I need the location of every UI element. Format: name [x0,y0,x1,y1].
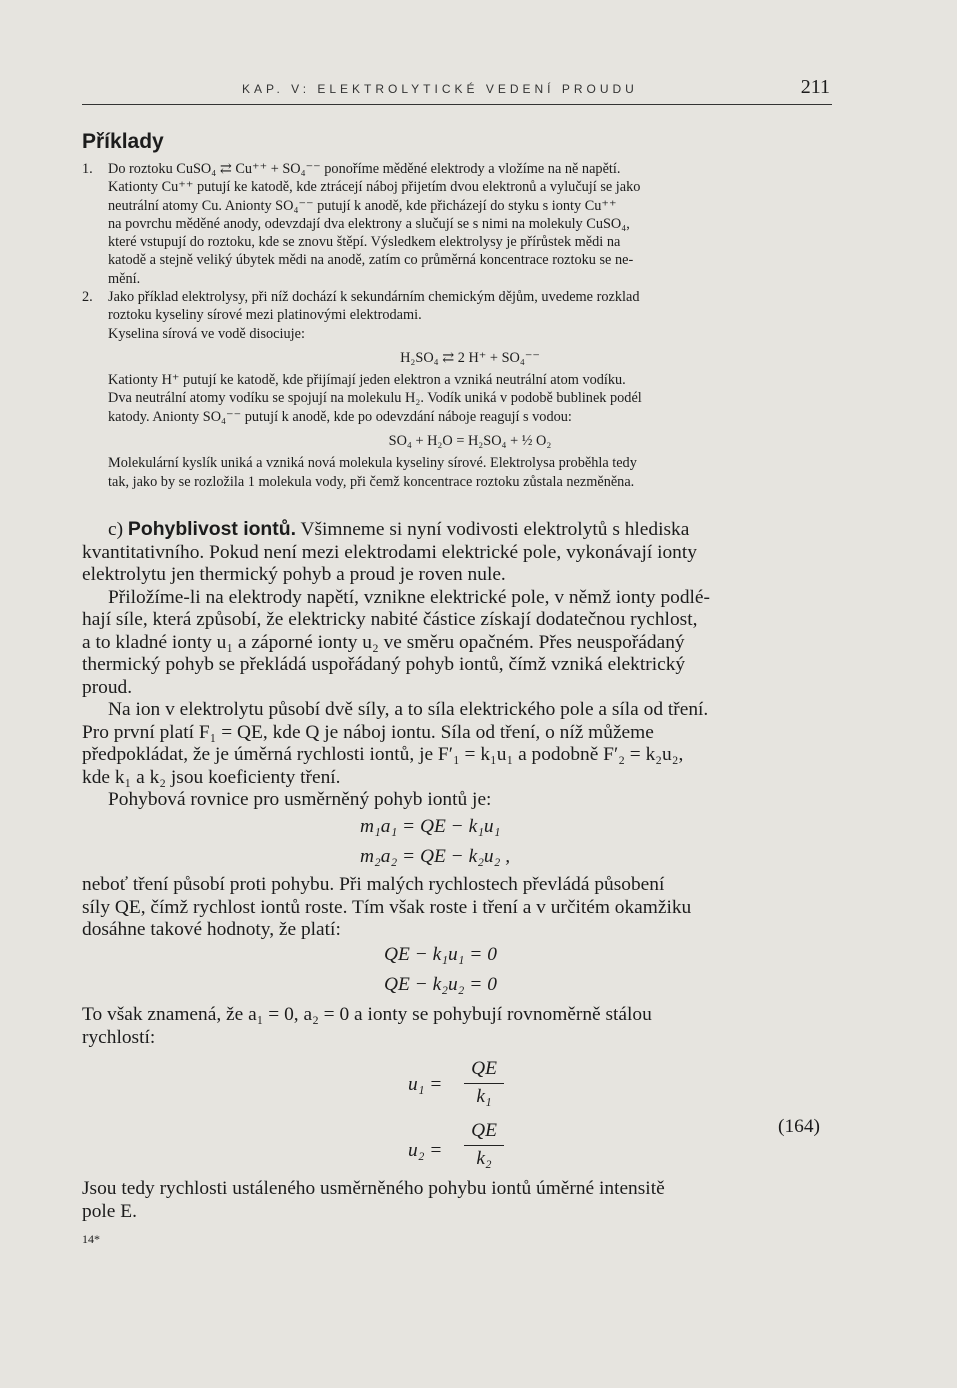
example-number: 2. [82,289,93,305]
signature-mark: 14* [82,1232,100,1246]
fraction-denominator: k₂ [476,1148,492,1169]
text-line: Kyselina sírová ve vodě disociuje: [108,325,305,342]
text-line: Dva neutrální atomy vodíku se spojují na molekulu H₂. Vodík uniká v podobě bublinek podél [108,390,642,407]
text-line: Kationty H⁺ putují ke katodě, kde přijímají jeden elektron a vzniká neutrální atom vodíku. [108,372,626,389]
text-line: Přiložíme-li na elektrody napětí, vznikne elektrické pole, v němž ionty podlé- [108,586,710,608]
equation-motion-2: m₂a₂ = QE − k₂u₂ , [360,846,511,867]
text-line: Kationty Cu⁺⁺ putují ke katodě, kde ztrácejí náboj přijetím dvou elektronů a vylučují se jako [108,179,641,196]
text-line: Molekulární kyslík uniká a vzniká nová molekula kyseliny sírové. Elektrolysa proběhla tedy [108,455,637,472]
text-line: Pro první platí F₁ = QE, kde Q je náboj iontu. Síla od tření, o níž můžeme [82,721,654,743]
equation-equilibrium-1: QE − k₁u₁ = 0 [384,944,497,965]
text-line: na povrchu měděné anody, odevzdají dva elektrony a slučují se s nimi na molekuly CuSO₄, [108,215,630,232]
text-line: katodě a stejně veliký úbytek mědi na anodě, zatím co průměrná koncentrace roztoku se ne- [108,252,634,269]
text-line: a to kladné ionty u₁ a záporné ionty u₂ ve směru opačném. Přes neuspořádaný [82,631,685,653]
text-line: elektrolytu jen thermický pohyb a proud je roven nule. [82,564,506,585]
text-line: dosáhne takové hodnoty, že platí: [82,919,341,940]
examples-heading: Příklady [82,130,164,153]
text-line: mění. [108,270,141,287]
text-line: předpokládat, že je úměrná rychlosti iontů, je F′₁ = k₁u₁ a podobně F′₂ = k₂u₂, [82,744,684,765]
fraction-lhs: u₁ = [408,1074,443,1095]
section-prefix: c) [108,519,128,540]
equation-motion-1: m₁a₁ = QE − k₁u₁ [360,816,501,837]
text-line: Pohybová rovnice pro usměrněný pohyb iontů je: [108,789,492,810]
text-line: roztoku kyseliny sírové mezi platinovými elektrodami. [108,307,422,324]
text-line: Do roztoku CuSO₄ ⇄ Cu⁺⁺ + SO₄⁻⁻ ponoříme měděné elektrody a vložíme na ně napětí. [108,161,621,177]
text-line: neutrální atomy Cu. Anionty SO₄⁻⁻ putují k anodě, kde přicházejí do styku s ionty Cu⁺⁺ [108,197,617,214]
text-line: hají síle, která způsobí, že elektricky nabité částice získají dodatečnou rychlost, [82,609,698,630]
text-line: katody. Anionty SO₄⁻⁻ putují k anodě, kde po odevzdání náboje reagují s vodou: [108,408,572,425]
section-mobility-intro [82,518,832,812]
example-2 [82,288,832,491]
running-header [82,76,832,105]
text-line: Jsou tedy rychlosti ustáleného usměrněného pohybu iontů úměrné intensitě [82,1178,665,1199]
section-title: Pohyblivost iontů. [127,518,296,540]
text-line: Všimneme si nyní vodivosti elektrolytů s hlediska [295,519,690,540]
text-line: proud. [82,676,133,698]
example-number: 1. [82,161,93,177]
text-line: neboť tření působí proti pohybu. Při malých rychlostech převládá působení [82,874,665,895]
paragraph-friction [82,874,832,942]
fraction-numerator: QE [471,1058,497,1079]
chapter-title: KAP. V: ELEKTROLYTICKÉ VEDENÍ PROUDU [242,82,638,96]
fraction-numerator: QE [471,1120,497,1141]
equation-dissociation: H₂SO₄ ⇄ 2 H⁺ + SO₄⁻⁻ [400,349,540,366]
text-line: tak, jako by se rozložila 1 molekula vody, při čemž koncentrace roztoku zůstala nezměněna. [108,473,635,490]
text-line: které vstupují do roztoku, kde se znovu štěpí. Výsledkem elektrolysy je přírůstek mědi na [108,234,621,251]
text-line: Na ion v elektrolytu působí dvě síly, a to síla elektrického pole a síla od tření. [108,699,709,720]
equation-reaction: SO₄ + H₂O = H₂SO₄ + ½ O₂ [388,433,552,450]
text-line: kde k₁ a k₂ jsou koeficienty tření. [82,766,341,788]
paragraph-constant-velocity [82,1004,832,1049]
fraction-denominator: k₁ [476,1086,492,1107]
text-line: rychlostí: [82,1026,156,1048]
fraction-bar [464,1145,504,1146]
text-line: pole E. [82,1200,137,1222]
equation-number: (164) [778,1116,821,1137]
text-line: kvantitativního. Pokud není mezi elektrodami elektrické pole, vykonávají ionty [82,541,697,563]
text-line: To však znamená, že a₁ = 0, a₂ = 0 a ionty se pohybují rovnoměrně stálou [82,1004,652,1025]
text-line: síly QE, čímž rychlost iontů roste. Tím však roste i tření a v určitém okamžiku [82,896,692,918]
equation-equilibrium-2: QE − k₂u₂ = 0 [384,974,497,995]
page-number: 211 [800,76,830,98]
fraction-lhs: u₂ = [408,1140,443,1161]
paragraph-conclusion [82,1178,832,1223]
example-1 [82,160,832,288]
text-line: thermický pohyb se překládá uspořádaný pohyb iontů, čímž vzniká elektrický [82,654,686,675]
text-line: Jako příklad elektrolysy, při níž dochází k sekundárním chemickým dějům, uvedeme rozklad [108,289,640,305]
fraction-bar [464,1083,504,1084]
